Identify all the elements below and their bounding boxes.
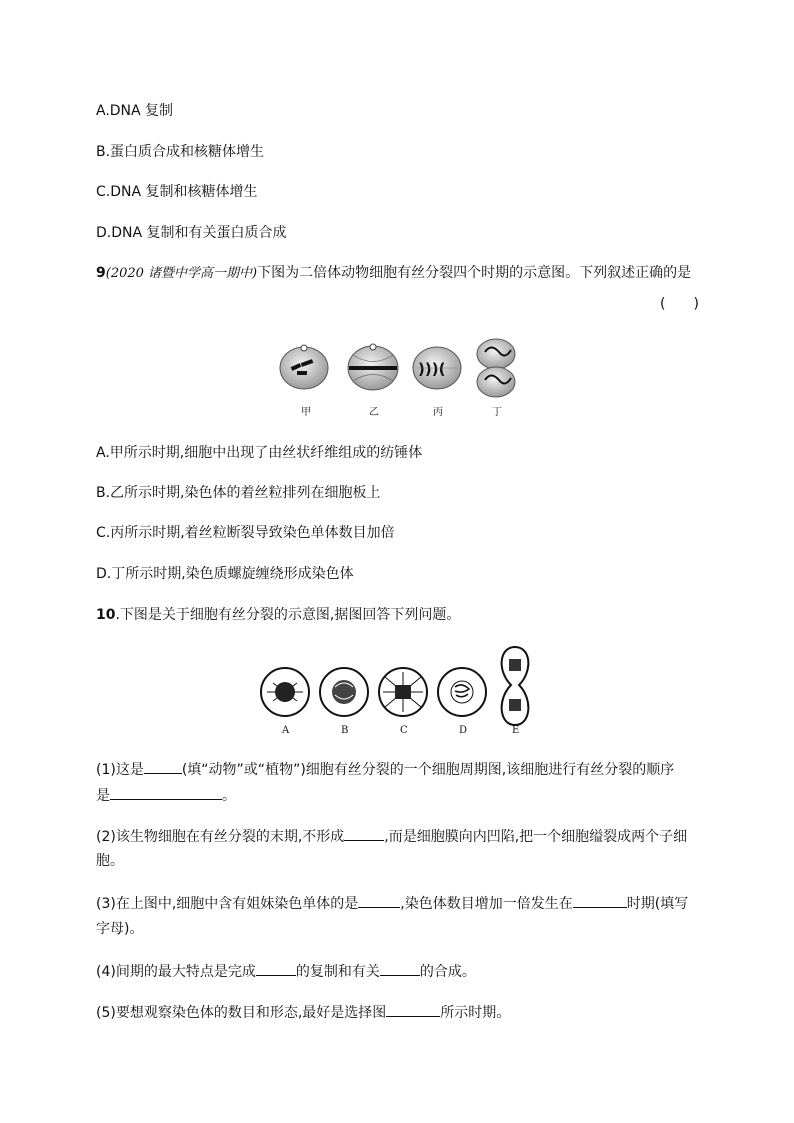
cell-b bbox=[320, 668, 368, 716]
q10-p3-a: (3)在上图中,细胞中含有姐妹染色单体的是 bbox=[96, 896, 359, 912]
q10-p1-c: 是 bbox=[96, 788, 110, 804]
cell-yi bbox=[348, 344, 398, 390]
q8-option-d: D.DNA 复制和有关蛋白质合成 bbox=[96, 225, 287, 241]
q9-number: 9 bbox=[96, 265, 106, 281]
q10-number: 10 bbox=[96, 607, 116, 623]
q9-option-b: B.乙所示时期,染色体的着丝粒排列在细胞板上 bbox=[96, 485, 381, 501]
q10-p1-a: (1)这是 bbox=[96, 762, 144, 778]
q9-answer-paren: ( ) bbox=[660, 296, 699, 312]
q9-figure bbox=[275, 335, 525, 420]
cell-c bbox=[379, 668, 427, 716]
label-yi: 乙 bbox=[369, 407, 379, 418]
q10-p2-a: (2)该生物细胞在有丝分裂的末期,不形成 bbox=[96, 829, 345, 845]
cell-jia bbox=[280, 345, 328, 389]
q10-blank-8[interactable] bbox=[386, 1002, 440, 1017]
q10-blank-2[interactable] bbox=[110, 785, 222, 800]
q10-p1-d: 。 bbox=[222, 788, 236, 804]
label-ding: 丁 bbox=[492, 407, 502, 418]
q8-option-c: C.DNA 复制和核糖体增生 bbox=[96, 184, 258, 200]
q10-blank-7[interactable] bbox=[380, 961, 420, 976]
label-e: E bbox=[512, 725, 520, 736]
cell-e bbox=[502, 647, 529, 725]
q10-part2-line2: 胞。 bbox=[96, 853, 124, 869]
q8-option-a: A.DNA 复制 bbox=[96, 103, 174, 119]
q10-part4 bbox=[96, 961, 476, 982]
cell-bing bbox=[413, 347, 461, 389]
q8-option-b: B.蛋白质合成和核糖体增生 bbox=[96, 144, 265, 160]
svg-text:)))(: )))( bbox=[418, 360, 446, 378]
q9-stem-line bbox=[96, 263, 691, 284]
q10-figure bbox=[255, 645, 540, 737]
q10-blank-5[interactable] bbox=[573, 893, 627, 908]
q9-option-a: A.甲所示时期,细胞中出现了由丝状纤维组成的纺锤体 bbox=[96, 445, 423, 461]
q10-blank-4[interactable] bbox=[358, 893, 400, 908]
q10-part2-line1 bbox=[96, 826, 687, 847]
label-bing: 丙 bbox=[433, 407, 443, 418]
label-d: D bbox=[459, 725, 468, 736]
q10-p3-c: 时期(填写 bbox=[626, 896, 689, 912]
q10-p3-b: ,染色体数目增加一倍发生在 bbox=[400, 896, 573, 912]
q9-stem: 下图为二倍体动物细胞有丝分裂四个时期的示意图。下列叙述正确的是 bbox=[257, 265, 692, 281]
cell-d bbox=[438, 668, 486, 716]
q10-p2-b: ,而是细胞膜向内凹陷,把一个细胞缢裂成两个子细 bbox=[384, 829, 688, 845]
q10-stem-line bbox=[96, 605, 460, 625]
cell-a bbox=[261, 668, 309, 716]
label-c: C bbox=[400, 725, 408, 736]
q10-blank-6[interactable] bbox=[256, 961, 296, 976]
q10-part3-line1 bbox=[96, 893, 688, 914]
q9-source: (2020 诸暨中学高一期中) bbox=[105, 266, 258, 281]
q10-part5 bbox=[96, 1002, 510, 1023]
q10-p4-b: 的复制和有关 bbox=[295, 964, 380, 980]
q9-option-d: D.丁所示时期,染色质螺旋缠绕形成染色体 bbox=[96, 566, 354, 582]
q9-option-c: C.丙所示时期,着丝粒断裂导致染色单体数目加倍 bbox=[96, 525, 395, 541]
q10-p4-a: (4)间期的最大特点是完成 bbox=[96, 964, 256, 980]
q10-blank-3[interactable] bbox=[344, 826, 384, 841]
label-jia: 甲 bbox=[301, 407, 311, 418]
q10-part1-line2 bbox=[96, 785, 236, 806]
q10-stem: .下图是关于细胞有丝分裂的示意图,据图回答下列问题。 bbox=[115, 607, 461, 623]
q10-blank-1[interactable] bbox=[144, 759, 182, 774]
q10-p4-c: 的合成。 bbox=[419, 964, 476, 980]
label-b: B bbox=[341, 725, 349, 736]
q10-part1-line1 bbox=[96, 759, 674, 780]
label-a: A bbox=[282, 725, 290, 736]
cell-ding bbox=[477, 339, 515, 397]
q10-p5-a: (5)要想观察染色体的数目和形态,最好是选择图 bbox=[96, 1005, 387, 1021]
q10-p5-b: 所示时期。 bbox=[440, 1005, 511, 1021]
q10-p1-b: (填“动物”或“植物”)细胞有丝分裂的一个细胞周期图,该细胞进行有丝分裂的顺序 bbox=[181, 762, 675, 778]
q10-part3-line2: 字母)。 bbox=[96, 921, 144, 937]
